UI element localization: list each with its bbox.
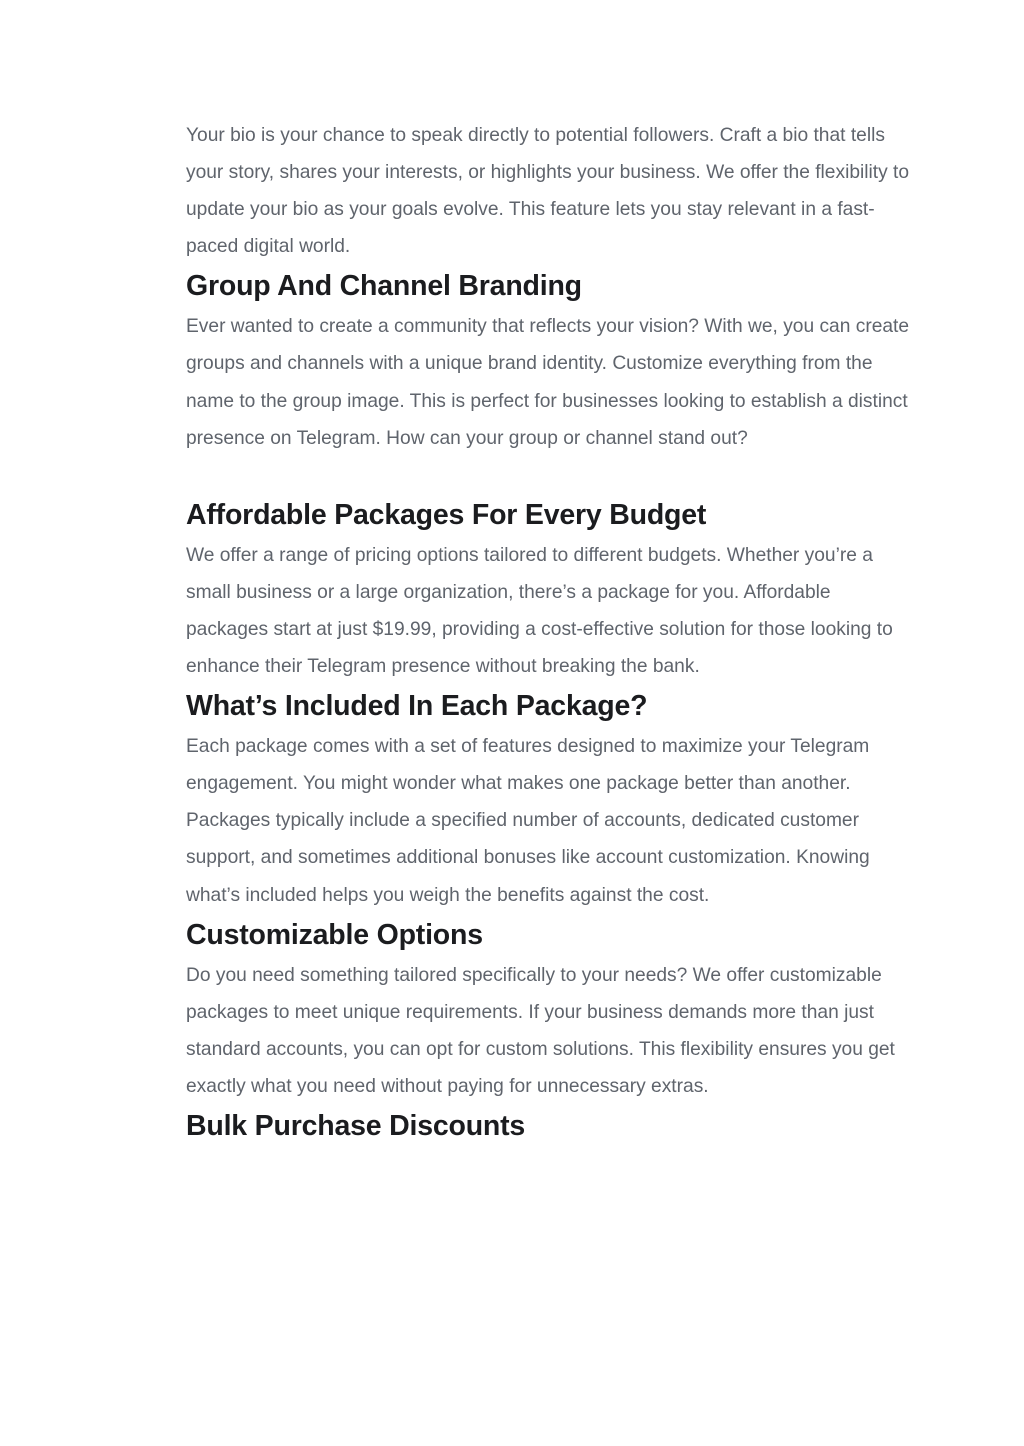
affordable-packages-paragraph: We offer a range of pricing options tailored to different budgets. Whether you’re a small business or a large organization, there’s a package for you. Affordable packages start at just $19.99, providing a cost-effective solution for those looking to enhance their Telegram presence without breaking the bank. (186, 544, 893, 678)
bio-paragraph: Your bio is your chance to speak directly to potential followers. Craft a bio that tells your story, shares your interests, or highlights your business. We offer the flexibility to update your bio as your goals evolve. This feature lets you stay relevant in a fast-paced digital world. (186, 125, 910, 258)
bulk-purchase-discounts-heading: Bulk Purchase Discounts (186, 1109, 526, 1142)
document-body (186, 117, 916, 1148)
customizable-options-paragraph: Do you need something tailored specifically to your needs? We offer customizable packages to meet unique requirements. If your business demands more than just standard accounts, you can opt for custom solutions. This flexibility ensures you get exactly what you need without paying for unnecessary extras. (186, 964, 895, 1097)
package-contents-heading: What’s Included In Each Package? (186, 690, 648, 723)
package-contents-paragraph: Each package comes with a set of features designed to maximize your Telegram engagement. You might wonder what makes one package better than another. Packages typically include a specified number of accounts, dedicated customer support, and sometimes additional bonuses like account customization. Knowing what’s included helps you weigh the benefits against the cost. (186, 736, 870, 906)
customizable-options-heading: Customizable Options (186, 918, 483, 951)
affordable-packages-heading: Affordable Packages For Every Budget (186, 498, 707, 531)
group-channel-branding-heading: Group And Channel Branding (186, 270, 582, 303)
group-channel-branding-paragraph: Ever wanted to create a community that reflects your vision? With we, you can create groups and channels with a unique brand identity. Customize everything from the name to the group image. This is perfect for businesses looking to establish a distinct presence on Telegram. How can your group or channel stand out? (186, 316, 910, 449)
section-spacer (186, 457, 916, 494)
